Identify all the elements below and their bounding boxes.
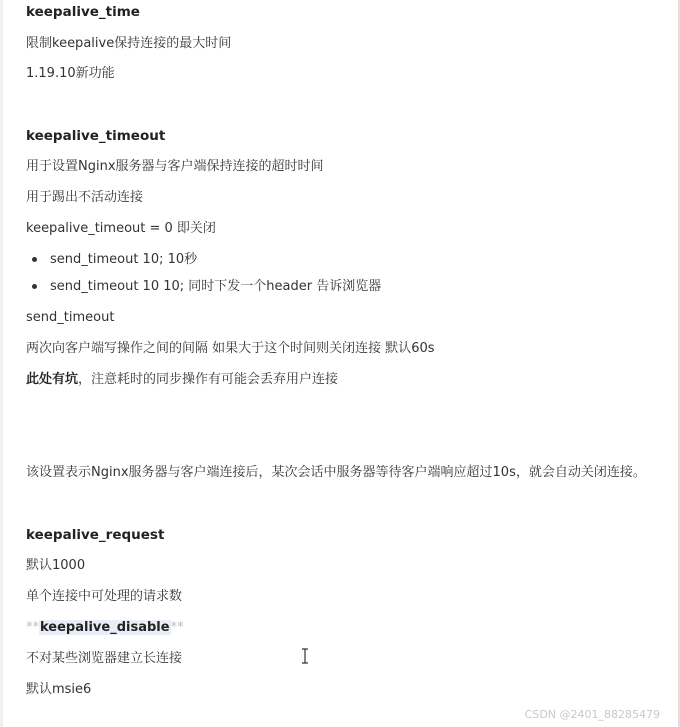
keepalive-disable-desc: 不对某些浏览器建立长连接	[26, 651, 183, 666]
keepalive-timeout-desc2: 用于踢出不活动连接	[26, 190, 144, 205]
keepalive-disable-title: keepalive_disable	[40, 620, 170, 635]
watermark: CSDN @2401_88285479	[524, 708, 660, 721]
warning-bold: 此处有坑	[26, 372, 79, 387]
send-timeout-explanation: 该设置表示Nginx服务器与客户端连接后，某次会话中服务器等待客户端响应超过10s，就会自动关闭连接。	[26, 465, 646, 480]
keepalive-request-desc: 单个连接中可处理的请求数	[26, 589, 183, 604]
heading-keepalive-time: keepalive_time	[26, 4, 140, 20]
send-timeout-desc: 两次向客户端写操作之间的间隔 如果大于这个时间则关闭连接 默认60s	[26, 341, 435, 356]
send-timeout-warning	[26, 371, 338, 389]
keepalive-disable-default: 默认msie6	[26, 682, 92, 697]
markdown-bold-open: **	[26, 620, 39, 635]
keepalive-timeout-desc1: 用于设置Nginx服务器与客户端保持连接的超时时间	[26, 159, 324, 174]
keepalive-time-desc: 限制keepalive保持连接的最大时间	[26, 36, 232, 51]
keepalive-timeout-note: keepalive_timeout = 0 即关闭	[26, 221, 216, 236]
keepalive-time-version: 1.19.10新功能	[26, 66, 115, 81]
heading-keepalive-timeout: keepalive_timeout	[26, 128, 166, 144]
heading-keepalive-request: keepalive_request	[26, 527, 165, 543]
text-cursor-icon	[300, 648, 310, 664]
keepalive-request-default: 默认1000	[26, 558, 86, 573]
keepalive-disable-heading	[26, 619, 184, 637]
left-border	[0, 0, 3, 727]
bullet-dot	[32, 257, 37, 262]
warning-rest: ，注意耗时的同步操作有可能会丢弃用户连接	[78, 372, 339, 387]
bullet-item: send_timeout 10; 10秒	[50, 252, 198, 267]
markdown-bold-close: **	[170, 620, 184, 635]
bullet-item: send_timeout 10 10; 同时下发一个header 告诉浏览器	[50, 279, 382, 294]
bullet-dot	[32, 284, 37, 289]
send-timeout-title: send_timeout	[26, 310, 115, 325]
